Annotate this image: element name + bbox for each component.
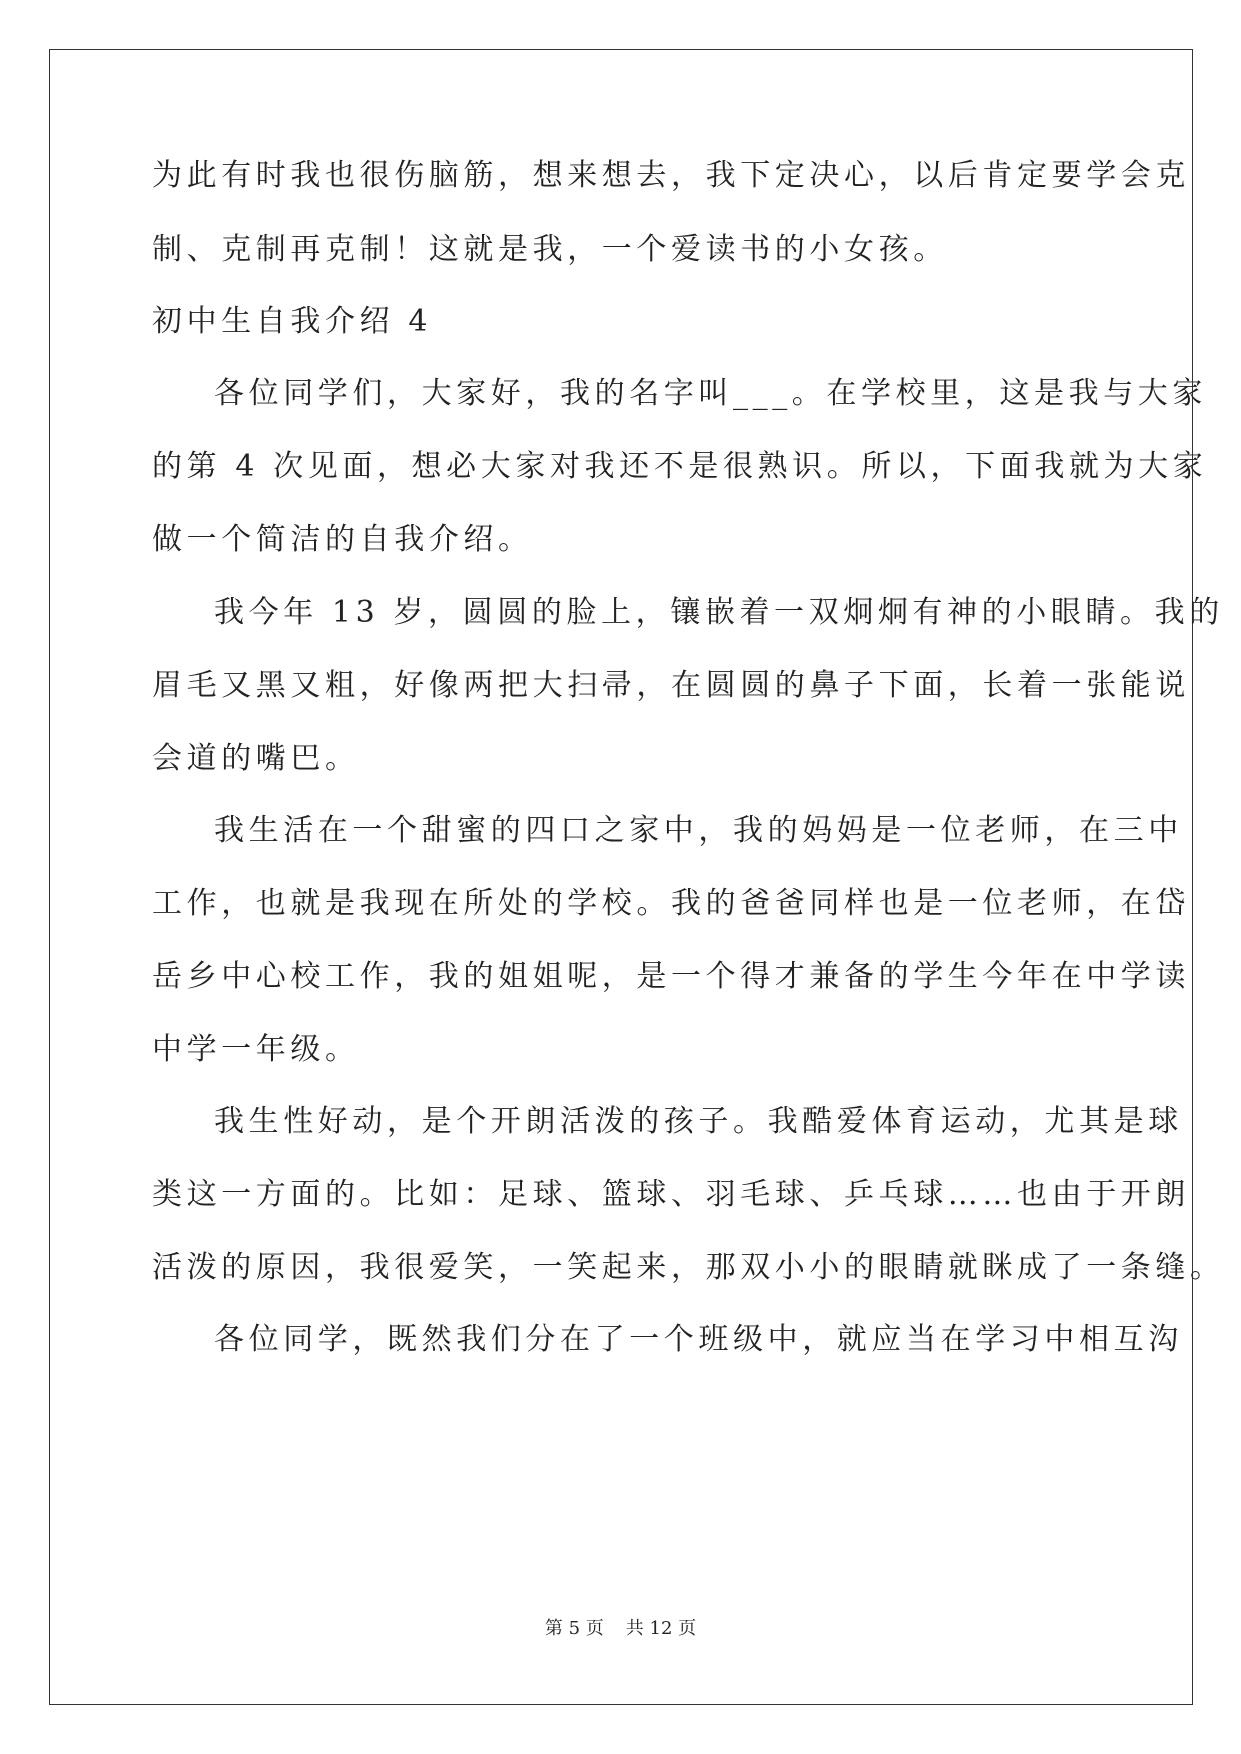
page-total: 共 12 页 [625, 1618, 697, 1639]
page-border [49, 49, 1193, 1705]
paragraph-line: 的第 4 次见面，想必大家对我还不是很熟识。所以，下面我就为大家 [152, 449, 1208, 484]
paragraph-line: 类这一方面的。比如：足球、篮球、羽毛球、乒乓球……也由于开朗 [152, 1177, 1190, 1212]
paragraph-line: 会道的嘴巴。 [152, 741, 360, 776]
paragraph-line: 工作，也就是我现在所处的学校。我的爸爸同样也是一位老师，在岱 [152, 886, 1190, 921]
paragraph-line: 活泼的原因，我很爱笑，一笑起来，那双小小的眼睛就眯成了一条缝。 [152, 1250, 1225, 1285]
paragraph-line: 眉毛又黑又粗，好像两把大扫帚，在圆圆的鼻子下面，长着一张能说 [152, 668, 1190, 703]
section-heading: 初中生自我介绍 4 [152, 304, 433, 339]
paragraph-line: 各位同学，既然我们分在了一个班级中，就应当在学习中相互沟 [214, 1322, 1183, 1357]
page-footer [0, 1617, 1241, 1641]
paragraph-line: 各位同学们，大家好，我的名字叫___。在学校里，这是我与大家 [214, 376, 1207, 411]
paragraph-line: 中学一年级。 [152, 1032, 360, 1067]
paragraph-line: 为此有时我也很伤脑筋，想来想去，我下定决心，以后肯定要学会克 [152, 158, 1190, 193]
paragraph-line: 岳乡中心校工作，我的姐姐呢，是一个得才兼备的学生今年在中学读 [152, 959, 1190, 994]
page-number: 第 5 页 [544, 1618, 604, 1639]
paragraph-line: 我生性好动，是个开朗活泼的孩子。我酷爱体育运动，尤其是球 [214, 1104, 1183, 1139]
paragraph-line: 制、克制再克制！这就是我，一个爱读书的小女孩。 [152, 232, 948, 267]
paragraph-line: 做一个简洁的自我介绍。 [152, 522, 533, 557]
paragraph-line: 我生活在一个甜蜜的四口之家中，我的妈妈是一位老师，在三中 [214, 813, 1183, 848]
paragraph-line: 我今年 13 岁，圆圆的脸上，镶嵌着一双炯炯有神的小眼睛。我的 [214, 595, 1224, 630]
